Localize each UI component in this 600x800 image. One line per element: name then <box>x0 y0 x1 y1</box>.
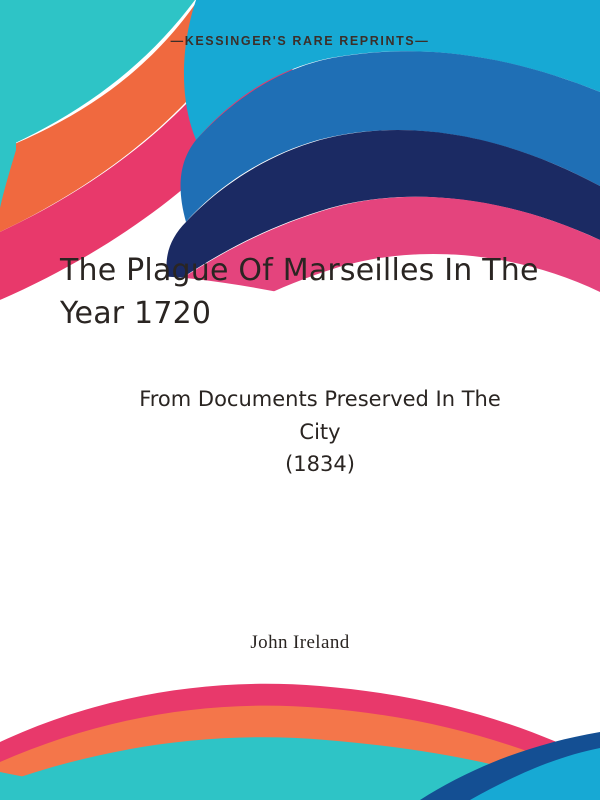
page-title: The Plague Of Marseilles In The Year 1720 <box>60 253 539 331</box>
subtitle-year: (1834) <box>285 452 355 477</box>
subtitle <box>60 383 540 481</box>
subtitle-line-1: From Documents Preserved In The <box>139 387 501 412</box>
cover-text-block <box>60 250 540 481</box>
author-name: John Ireland <box>250 632 350 653</box>
subtitle-line-2: City <box>299 419 341 444</box>
publisher-imprint: —KESSINGER'S RARE REPRINTS— <box>170 34 430 48</box>
